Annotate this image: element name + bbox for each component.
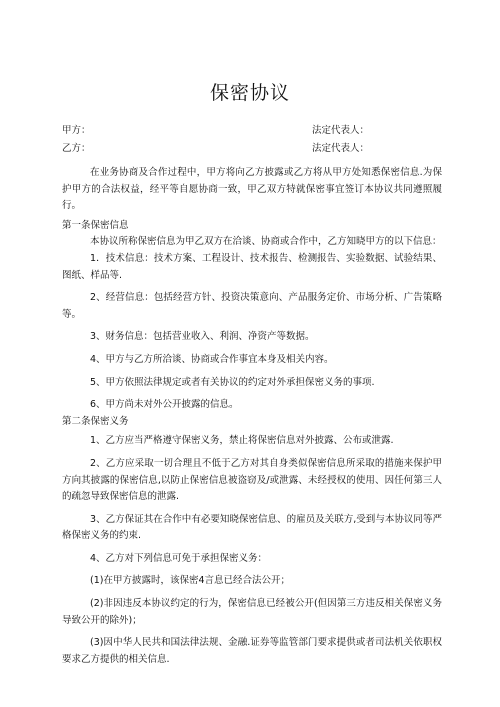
- article-1-heading: 第一条保密信息: [62, 219, 129, 231]
- article-2-subitem: (1)在甲方披露时，该保密4言息已经合法公开；: [90, 575, 291, 587]
- article-1-item: 3、财务信息：包括营业收入、利润、净资产等数据。: [90, 331, 315, 343]
- article-1-lead: 本协议所称保密信息为甲乙双方在洽谈、协商或合作中，乙方知晓甲方的以下信息：: [90, 236, 442, 248]
- party-a-representative-label: 法定代表人：: [312, 125, 370, 136]
- article-2-heading: 第二条保密义务: [62, 415, 129, 427]
- article-2-item: 1、乙方应当严格遵守保密义务，禁止将保密信息对外披露、公布或泄露.: [90, 435, 394, 447]
- document-title: 保密协议: [209, 82, 290, 104]
- article-2-subitem: (2)非因违反本协议约定的行为，保密信息已经被公开(但因第三方违反相关保密义务导致公开的除外)；: [62, 598, 442, 626]
- party-b-label: 乙方：: [62, 143, 91, 154]
- article-2-item: 4、乙方对下列信息可免于承担保密义务：: [90, 552, 268, 564]
- party-a-label: 甲方：: [62, 125, 91, 136]
- article-1-item: 1．技术信息：技术方案、工程设计、技术报告、检测报告、实验数据、试验结果、图纸、样品等.: [62, 252, 442, 281]
- agreement-body: [62, 165, 442, 668]
- intro-paragraph: 在业务协商及合作过程中，甲方将向乙方披露或乙方将从甲方处知悉保密信息.为保护甲方的合法权益，经平等自愿协商一致，甲乙双方特就保密事宜签订本协议共同遵照履行。: [62, 167, 442, 212]
- article-1-item: 5、甲方依照法律规定或者有关协议的约定对外承担保密义务的事项.: [90, 376, 375, 388]
- article-2-item: 3、乙方保证其在合作中有必要知晓保密信息、的雇员及关联方,受到与本协议同等严格保密义务的约束.: [62, 513, 442, 542]
- article-1-item: 2、经营信息：包括经营方针、投资决策意向、产品服务定价、市场分析、广告策略等。: [62, 292, 442, 320]
- article-1-item: 6、甲方尚未对外公开披露的信息。: [90, 399, 239, 411]
- party-b-representative-label: 法定代表人：: [312, 143, 370, 154]
- article-1-item: 4、甲方与乙方所洽谈、协商或合作事宜本身及相关内容。: [90, 353, 334, 365]
- article-2-subitem: (3)因中华人民共和国法律法规、金融.证券等监管部门要求提供或者司法机关依职权要求乙方提供的相关信息.: [62, 637, 442, 665]
- article-2-item: 2、乙方应采取一切合理且不低于乙方对其自身类似保密信息所采取的措施来保护甲方向其披露的保密信息,以防止保密信息被盗窃及/或泄露、未经授权的使用、因任何第三人的疏忽导致保密信息的泄露.: [62, 457, 442, 503]
